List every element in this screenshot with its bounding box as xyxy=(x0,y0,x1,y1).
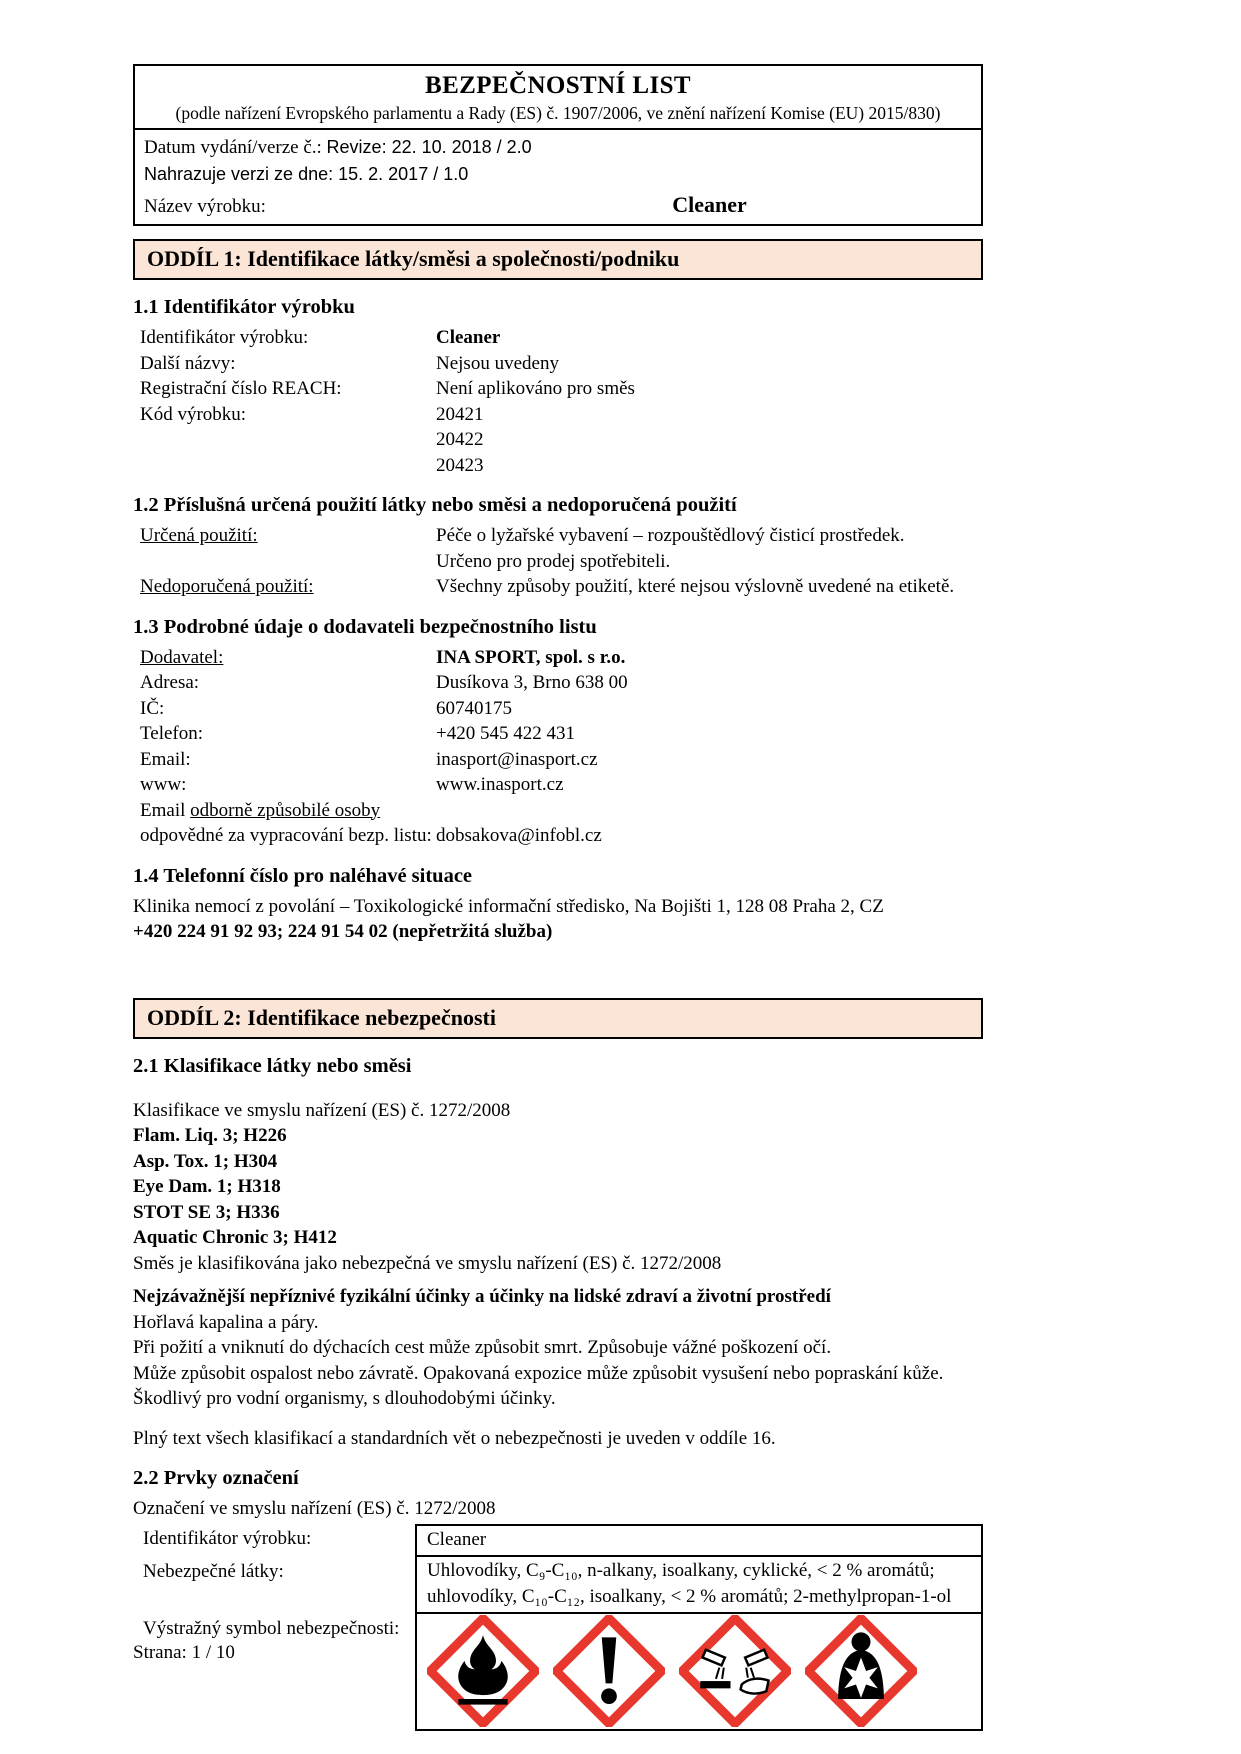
ghs-exclamation-icon xyxy=(553,1615,665,1727)
row-phone xyxy=(133,721,983,747)
product-name-value: Cleaner xyxy=(672,192,747,217)
hazard-pictograms-cell xyxy=(415,1614,983,1731)
row-uses-advised-against xyxy=(133,574,983,600)
row-product-code-3 xyxy=(133,453,983,479)
adverse-effect-line: Při požití a vniknutí do dýchacích cest může způsobit smrt. Způsobuje vážné poškození očí. xyxy=(133,1337,832,1358)
row-reach-number xyxy=(133,376,983,402)
row-label-plain: Email xyxy=(140,799,191,821)
row-value: INA SPORT, spol. s r.o. xyxy=(436,646,626,668)
row-label: Určená použití: xyxy=(140,525,258,546)
row-intended-uses-2 xyxy=(133,549,983,575)
classification-item: Eye Dam. 1; H318 xyxy=(133,1176,281,1197)
row-product-code-2 xyxy=(133,427,983,453)
row-value: inasport@inasport.cz xyxy=(436,748,598,770)
row-www xyxy=(133,772,983,798)
row-address xyxy=(133,670,983,696)
classification-note: Směs je klasifikována jako nebezpečná ve smyslu nařízení (ES) č. 1272/2008 xyxy=(133,1252,722,1274)
row-company-id xyxy=(133,696,983,722)
row-email xyxy=(133,747,983,773)
adverse-effects-heading: Nejzávažnější nepříznivé fyzikální účinky a účinky na lidské zdraví a životní prostředí xyxy=(133,1286,831,1307)
ghs-corrosion-icon xyxy=(679,1615,791,1727)
row-label: Dodavatel: xyxy=(140,646,224,668)
spacer xyxy=(133,1412,983,1426)
document-header-box xyxy=(133,64,983,226)
labelling-intro: Označení ve smyslu nařízení (ES) č. 1272/2008 xyxy=(133,1498,496,1519)
row-competent-person-email-2 xyxy=(133,823,983,849)
subsection-1-1-heading: 1.1 Identifikátor výrobku xyxy=(133,296,355,318)
product-name-row xyxy=(135,189,981,224)
full-text-note: Plný text všech klasifikací a standardních vět o nebezpečnosti je uveden v oddíle 16. xyxy=(133,1427,776,1449)
row-value: 60740175 xyxy=(436,697,512,719)
classification-intro: Klasifikace ve smyslu nařízení (ES) č. 1272/2008 xyxy=(133,1099,511,1121)
page-number: Strana: 1 / 10 xyxy=(133,1642,235,1663)
subsection-1-3-heading: 1.3 Podrobné údaje o dodavateli bezpečnostního listu xyxy=(133,615,597,638)
row-value: 20423 xyxy=(436,454,484,476)
row-label: Nedoporučená použití: xyxy=(140,576,314,597)
classification-item: Asp. Tox. 1; H304 xyxy=(133,1150,278,1172)
classification-item: STOT SE 3; H336 xyxy=(133,1201,280,1223)
row-product-identifier xyxy=(133,325,983,351)
document-subtitle: (podle nařízení Evropského parlamentu a Rady (ES) č. 1907/2006, ve znění nařízení Komise (EU) 2015/830) xyxy=(175,103,941,123)
revision-block xyxy=(135,130,981,189)
section-1-header: ODDÍL 1: Identifikace látky/směsi a společnosti/podniku xyxy=(133,239,983,280)
row-label: Adresa: xyxy=(140,672,200,693)
ghs-health-hazard-icon xyxy=(805,1615,917,1727)
spacer xyxy=(133,1276,983,1284)
replaces-version-value: 15. 2. 2017 / 1.0 xyxy=(338,164,469,184)
row-label: Telefon: xyxy=(140,723,204,744)
row-product-code xyxy=(133,402,983,428)
row-value: dobsakova@infobl.cz xyxy=(436,825,602,846)
row-label: odpovědné za vypracování bezp. listu: xyxy=(140,825,432,846)
row-supplier xyxy=(133,645,983,671)
row-other-names xyxy=(133,351,983,377)
hazardous-substances-line2: uhlovodíky, C₁₀-C₁₂, isoalkany, < 2 % aromátů; 2-methylpropan-1-ol xyxy=(427,1585,952,1607)
row-label: Další názvy: xyxy=(140,352,236,374)
row-value: Není aplikováno pro směs xyxy=(436,378,635,399)
value-product-identifier: Cleaner xyxy=(415,1524,983,1557)
label-product-identifier: Identifikátor výrobku: xyxy=(143,1527,312,1549)
ghs-flame-icon xyxy=(427,1615,539,1727)
subsection-2-1-heading: 2.1 Klasifikace látky nebo směsi xyxy=(133,1054,412,1077)
row-value: Určeno pro prodej spotřebiteli. xyxy=(436,550,671,572)
adverse-effect-line: Hořlavá kapalina a páry. xyxy=(133,1311,319,1333)
row-label: Identifikátor výrobku: xyxy=(140,327,309,348)
row-value: Péče o lyžařské vybavení – rozpouštědlový čisticí prostředek. xyxy=(436,525,905,546)
row-value: 20421 xyxy=(436,403,484,425)
adverse-effect-line: Škodlivý pro vodní organismy, s dlouhodobými účinky. xyxy=(133,1388,556,1409)
row-value: +420 545 422 431 xyxy=(436,723,575,744)
spacer xyxy=(133,1084,983,1098)
subsection-1-2-heading: 1.2 Příslušná určená použití látky nebo směsi a nedoporučená použití xyxy=(133,494,737,516)
row-label-underlined: odborně způsobilé osoby xyxy=(190,799,381,821)
row-label: www: xyxy=(140,774,187,795)
issue-date-label: Datum vydání/verze č.: xyxy=(144,137,322,158)
spacer xyxy=(133,945,983,985)
emergency-phone-line1: Klinika nemocí z povolání – Toxikologické informační středisko, Na Bojišti 1, 128 08 Praha 2, CZ xyxy=(133,895,884,917)
row-value: 20422 xyxy=(436,429,484,450)
row-value: Dusíkova 3, Brno 638 00 xyxy=(436,672,628,693)
emergency-phone-line2: +420 224 91 92 93; 224 91 54 02 (nepřetržitá služba) xyxy=(133,921,553,942)
label-hazard-pictograms: Výstražný symbol nebezpečnosti: xyxy=(143,1617,400,1639)
document-title: BEZPEČNOSTNÍ LIST xyxy=(425,72,691,99)
replaces-version-label: Nahrazuje verzi ze dne: xyxy=(144,164,334,184)
row-value: Nejsou uvedeny xyxy=(436,352,559,374)
row-label: Email: xyxy=(140,748,191,770)
subsection-2-2-heading: 2.2 Prvky označení xyxy=(133,1467,299,1489)
document-title-block xyxy=(135,66,981,130)
section-2-header: ODDÍL 2: Identifikace nebezpečnosti xyxy=(133,998,983,1039)
issue-date-value: Revize: 22. 10. 2018 / 2.0 xyxy=(326,137,532,157)
row-value: www.inasport.cz xyxy=(436,774,564,795)
row-competent-person-email-1 xyxy=(133,798,983,824)
classification-item: Flam. Liq. 3; H226 xyxy=(133,1125,287,1146)
row-label: Kód výrobku: xyxy=(140,403,247,425)
row-intended-uses xyxy=(133,523,983,549)
classification-item: Aquatic Chronic 3; H412 xyxy=(133,1227,337,1248)
adverse-effect-line: Může způsobit ospalost nebo závratě. Opakovaná expozice může způsobit vysušení nebo popraskání kůže. xyxy=(133,1362,944,1384)
row-label: IČ: xyxy=(140,697,165,719)
replaces-version-row xyxy=(144,161,981,187)
product-name-label: Název výrobku: xyxy=(144,196,266,217)
labelling-table xyxy=(133,1524,983,1731)
issue-date-row xyxy=(144,134,981,161)
label-hazardous-substances: Nebezpečné látky: xyxy=(143,1560,284,1582)
row-value: Všechny způsoby použití, které nejsou výslovně uvedené na etiketě. xyxy=(436,576,955,597)
row-label: Registrační číslo REACH: xyxy=(140,378,342,399)
value-hazardous-substances xyxy=(415,1557,983,1614)
row-value: Cleaner xyxy=(436,327,501,348)
hazardous-substances-line1: Uhlovodíky, C₉-C₁₀, n-alkany, isoalkany, cyklické, < 2 % aromátů; xyxy=(427,1559,935,1581)
subsection-1-4-heading: 1.4 Telefonní číslo pro naléhavé situace xyxy=(133,864,473,887)
